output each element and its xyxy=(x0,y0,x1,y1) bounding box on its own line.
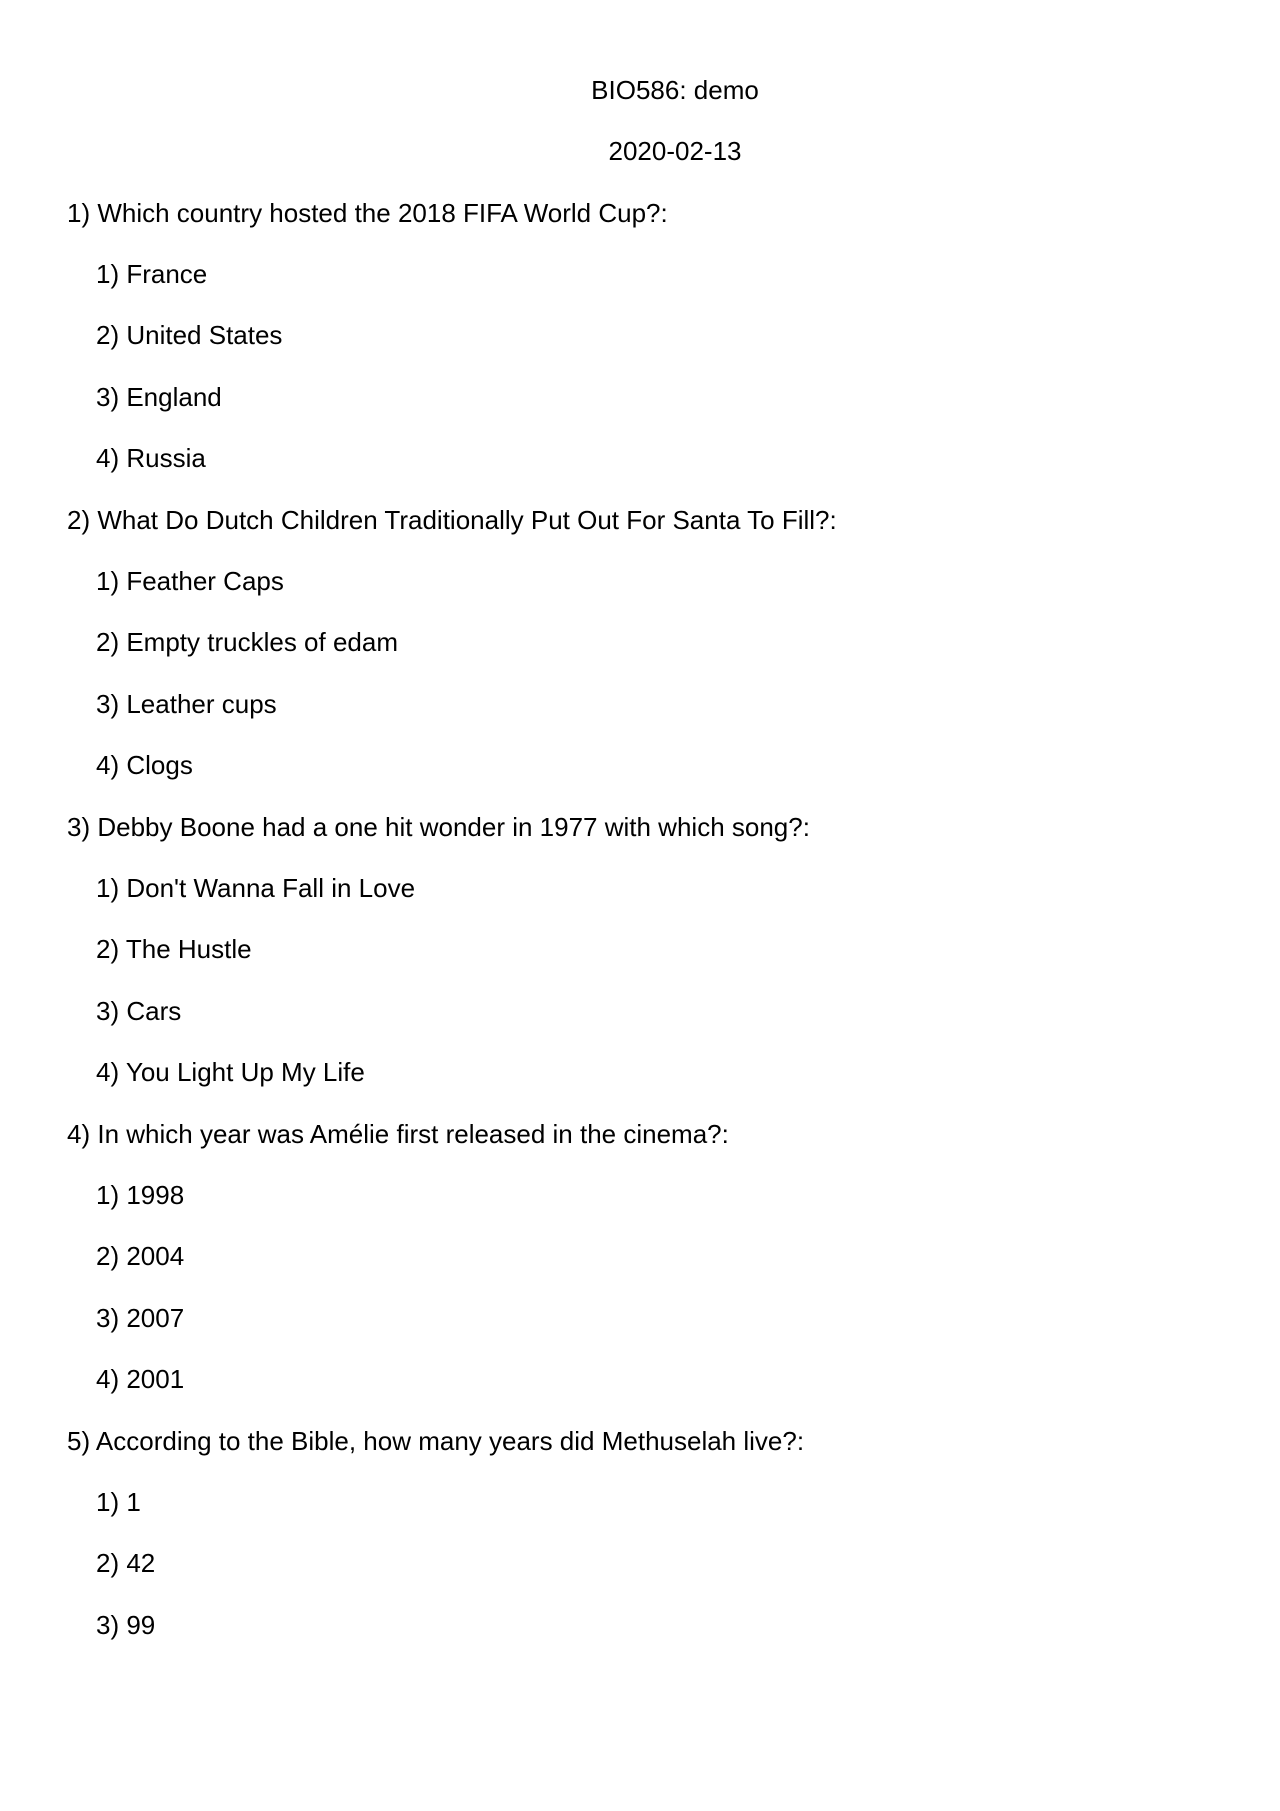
question-4-option-1: 1) 1998 xyxy=(96,1180,185,1210)
question-4-option-2: 2) 2004 xyxy=(96,1241,185,1271)
question-2: 2) What Do Dutch Children Traditionally Put Out For Santa To Fill?: xyxy=(67,505,837,535)
course-title: BIO586: demo xyxy=(591,75,759,105)
question-4-option-3: 3) 2007 xyxy=(96,1303,185,1333)
question-1: 1) Which country hosted the 2018 FIFA World Cup?: xyxy=(67,198,668,228)
document-date: 2020-02-13 xyxy=(608,136,742,166)
question-2-option-4: 4) Clogs xyxy=(96,750,193,780)
question-4: 4) In which year was Amélie first released in the cinema?: xyxy=(67,1119,729,1149)
question-1-option-3: 3) England xyxy=(96,382,222,412)
question-3-option-3: 3) Cars xyxy=(96,996,182,1026)
question-5-option-3: 3) 99 xyxy=(96,1610,156,1640)
question-4-option-4: 4) 2001 xyxy=(96,1364,185,1394)
question-5-option-1: 1) 1 xyxy=(96,1487,141,1517)
question-2-option-3: 3) Leather cups xyxy=(96,689,277,719)
question-1-option-2: 2) United States xyxy=(96,320,283,350)
question-5-option-2: 2) 42 xyxy=(96,1548,156,1578)
question-2-option-2: 2) Empty truckles of edam xyxy=(96,627,398,657)
question-3-option-2: 2) The Hustle xyxy=(96,934,252,964)
question-3: 3) Debby Boone had a one hit wonder in 1977 with which song?: xyxy=(67,812,810,842)
question-2-option-1: 1) Feather Caps xyxy=(96,566,284,596)
question-3-option-4: 4) You Light Up My Life xyxy=(96,1057,365,1087)
question-3-option-1: 1) Don't Wanna Fall in Love xyxy=(96,873,416,903)
question-1-option-4: 4) Russia xyxy=(96,443,206,473)
question-5: 5) According to the Bible, how many years did Methuselah live?: xyxy=(67,1426,805,1456)
question-1-option-1: 1) France xyxy=(96,259,208,289)
